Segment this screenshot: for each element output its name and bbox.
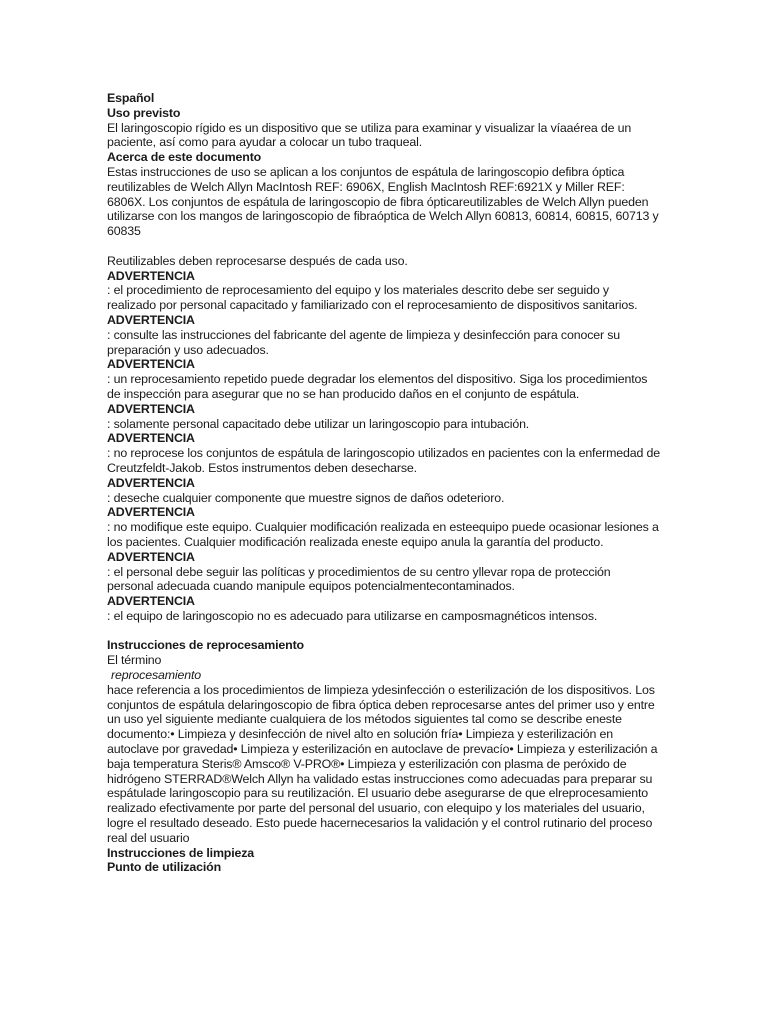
warning-text: : el equipo de laringoscopio no es adecuado para utilizarse en camposmagnéticos intensos. <box>107 608 598 623</box>
language-heading: Español <box>107 91 155 105</box>
warning-label: ADVERTENCIA <box>107 594 195 609</box>
intended-use-heading: Uso previsto <box>107 105 181 120</box>
warning-text: : el personal debe seguir las políticas y procedimientos de su centro yllevar ropa de protección personal adecuada cuando manipule equipos potencialmentecontaminados. <box>107 564 611 594</box>
warning-text: : deseche cualquier componente que muestre signos de daños odeterioro. <box>107 490 505 505</box>
warning-label: ADVERTENCIA <box>107 357 195 372</box>
document-page <box>107 91 660 875</box>
warning-label: ADVERTENCIA <box>107 401 195 416</box>
cleaning-heading: Instrucciones de limpieza <box>107 845 255 860</box>
about-text: Estas instrucciones de uso se aplican a los conjuntos de espátula de laringoscopio defibra óptica reutilizables de Welch Allyn MacIntosh REF: 6906X, English MacIntosh REF:6921X y Miller REF: 6806X. Los conjuntos de espátula de laringoscopio de fibra ópticareutilizables de Welch Allyn pueden utilizarse con los mangos de laringoscopio de fibraóptica de Welch Allyn 60813, 60814, 60815, 60713 y 60835 <box>107 164 659 239</box>
warning-label: ADVERTENCIA <box>107 549 195 564</box>
reprocessing-intro: El término <box>107 653 162 668</box>
reprocess-note: Reutilizables deben reprocesarse después de cada uso. <box>107 253 408 268</box>
warning-text: : consulte las instrucciones del fabricante del agente de limpieza y desinfección para conocer su preparación y uso adecuados. <box>107 327 621 357</box>
spacer <box>107 239 660 254</box>
about-heading: Acerca de este documento <box>107 150 262 165</box>
warning-label: ADVERTENCIA <box>107 475 195 490</box>
warning-text: : un reprocesamiento repetido puede degradar los elementos del dispositivo. Siga los procedimientos de inspección para asegurar que no se han producido daños en el conjunto de espátula. <box>107 372 648 401</box>
warning-label: ADVERTENCIA <box>107 505 195 520</box>
warning-text: : el procedimiento de reprocesamiento del equipo y los materiales descrito debe ser seguido y realizado por personal capacitado y familiarizado con el reprocesamiento de dispositivos sanitarios. <box>107 283 638 313</box>
reprocessing-term: reprocesamiento <box>111 668 202 683</box>
intended-use-text: El laringoscopio rígido es un dispositivo que se utiliza para examinar y visualizar la víaaérea de un paciente, así como para ayudar a colocar un tubo traqueal. <box>107 120 632 150</box>
warning-label: ADVERTENCIA <box>107 431 195 446</box>
spacer <box>107 624 660 639</box>
reprocessing-text: hace referencia a los procedimientos de limpieza ydesinfección o esterilización de los dispositivos. Los conjuntos de espátula delaringoscopio de fibra óptica deben reprocesarse antes del primer uso y entre un uso yel siguiente mediante cualquiera de los métodos siguientes tal como se describe eneste documento:• Limpieza y desinfección de nivel alto en solución fría• Limpieza y esterilización en autoclave por gravedad• Limpieza y esterilización en autoclave de prevacío• Limpieza y esterilización a baja temperatura Steris® Amsco® V-PRO®• Limpieza y esterilización con plasma de peróxido de hidrógeno STERRAD®Welch Allyn ha validado estas instrucciones como adecuadas para preparar su espátulade laringoscopio para su reutilización. El usuario debe asegurarse de que elreprocesamiento realizado efectivamente por parte del personal del usuario, con elequipo y los materiales del usuario, logre el resultado deseado. Esto puede hacernecesarios la validación y el control rutinario del proceso real del usuario <box>107 682 658 845</box>
warning-text: : solamente personal capacitado debe utilizar un laringoscopio para intubación. <box>107 416 530 431</box>
warning-label: ADVERTENCIA <box>107 268 195 283</box>
warning-text: : no modifique este equipo. Cualquier modificación realizada en esteequipo puede ocasionar lesiones a los pacientes. Cualquier modificación realizada eneste equipo anula la garantía del producto. <box>107 520 659 549</box>
warnings-list <box>107 269 660 624</box>
cleaning-subheading: Punto de utilización <box>107 860 222 875</box>
warning-label: ADVERTENCIA <box>107 312 195 327</box>
warning-text: : no reprocese los conjuntos de espátula de laringoscopio utilizados en pacientes con la enfermedad de Creutzfeldt-Jakob. Estos instrumentos deben desecharse. <box>107 446 660 475</box>
reprocessing-heading: Instrucciones de reprocesamiento <box>107 638 304 653</box>
